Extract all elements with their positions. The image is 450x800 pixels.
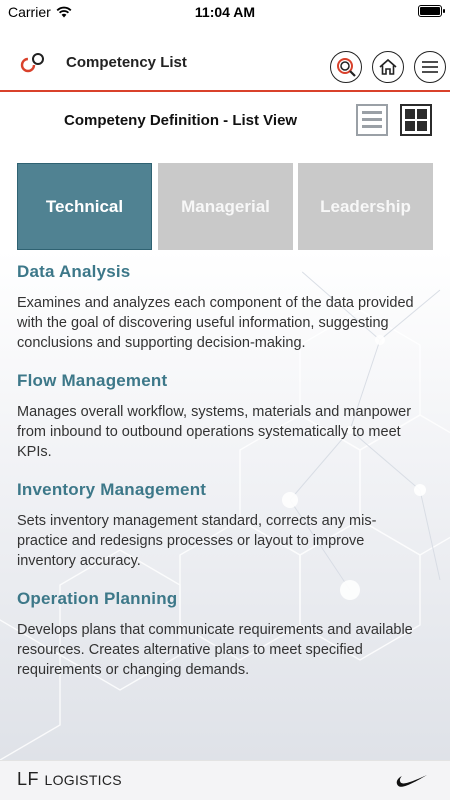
category-tabs	[17, 163, 433, 250]
competency-description: Develops plans that communicate requirements and available resources. Creates alternative plans to meet specified requirements or changing demands.	[17, 622, 413, 678]
tab-leadership[interactable]: Leadership	[298, 163, 433, 250]
menu-button[interactable]	[414, 51, 446, 83]
competency-description: Examines and analyzes each component of the data provided with the goal of discovering useful information, suggesting conclusions and supporting decision-making.	[17, 295, 414, 351]
home-icon	[378, 57, 398, 77]
home-button[interactable]	[372, 51, 404, 83]
tab-technical[interactable]: Technical	[17, 163, 152, 250]
search-button[interactable]	[330, 51, 362, 83]
grid-view-button[interactable]	[400, 104, 432, 136]
competency-title[interactable]: Flow Management	[17, 371, 168, 390]
grid-view-icon	[402, 106, 430, 134]
nike-logo-icon	[395, 771, 429, 789]
page-title: Competency List	[66, 54, 187, 71]
tab-managerial[interactable]: Managerial	[158, 163, 293, 250]
list-item[interactable]	[17, 371, 427, 462]
lf-logistics-logo	[17, 769, 122, 790]
battery-icon	[418, 5, 442, 17]
competency-description: Manages overall workflow, systems, materials and manpower from inbound to outbound operations systematically to meet KPIs.	[17, 404, 412, 460]
app-header	[0, 34, 450, 92]
status-bar	[0, 0, 450, 24]
competency-title[interactable]: Inventory Management	[17, 480, 207, 499]
search-icon	[335, 56, 357, 78]
status-time: 11:04 AM	[194, 4, 256, 20]
list-view-button[interactable]	[356, 104, 388, 136]
hamburger-menu-icon	[421, 60, 439, 74]
carrier-label: Carrier	[8, 4, 51, 20]
list-item[interactable]	[17, 589, 427, 680]
competency-title[interactable]: Operation Planning	[17, 589, 178, 608]
app-logo-icon	[20, 52, 46, 74]
subheader	[0, 100, 450, 140]
footer	[0, 760, 450, 800]
competency-list	[17, 262, 427, 698]
list-view-icon	[358, 106, 386, 134]
list-item[interactable]	[17, 480, 427, 571]
list-item[interactable]	[17, 262, 427, 353]
view-title: Competeny Definition - List View	[64, 112, 298, 129]
competency-title[interactable]: Data Analysis	[17, 262, 131, 281]
brand-sub: LOGISTICS	[44, 772, 122, 788]
brand-main: LF	[17, 769, 40, 789]
competency-description: Sets inventory management standard, corrects any mis-practice and redesigns processes or layout to improve inventory accuracy.	[17, 513, 377, 569]
